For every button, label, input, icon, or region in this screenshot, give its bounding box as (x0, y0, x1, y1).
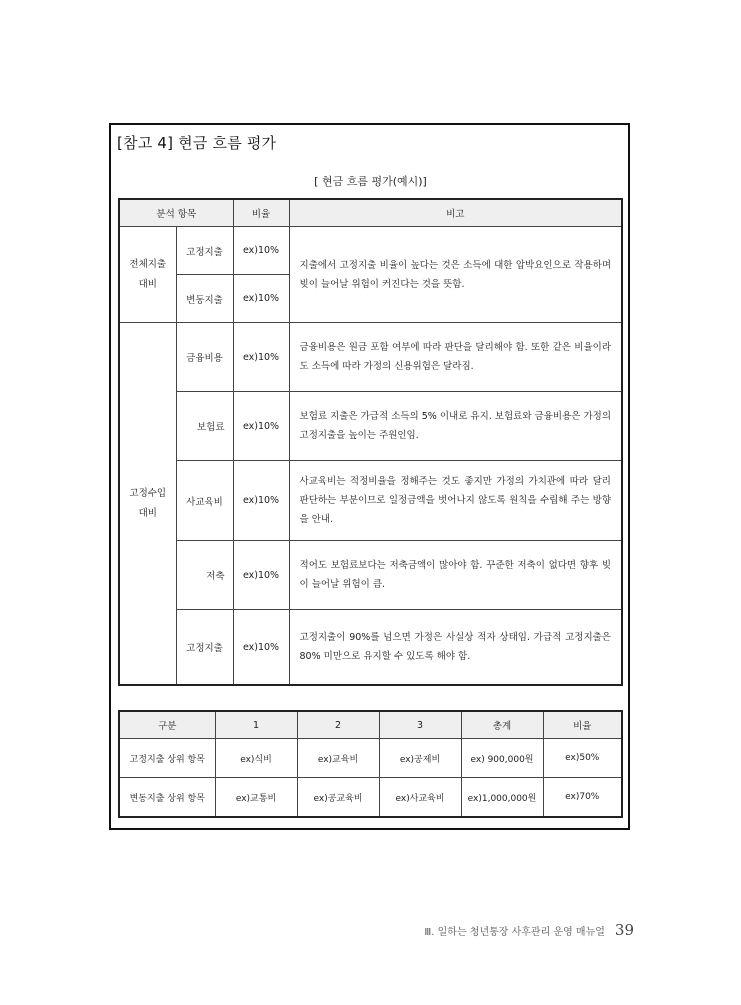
cell: ex)식비 (215, 739, 297, 778)
row-item: 고정지출 (176, 610, 233, 686)
cell: ex)교육비 (297, 739, 379, 778)
row-item: 변동지출 (176, 275, 233, 323)
row-ratio: ex)10% (233, 227, 289, 275)
table-row (119, 323, 622, 392)
header-ratio: 비율 (543, 711, 622, 739)
header-col-3: 3 (379, 711, 461, 739)
row-ratio: ex)10% (233, 275, 289, 323)
row-category: 변동지출 상위 항목 (119, 778, 215, 818)
row-item: 사교육비 (176, 461, 233, 541)
row-note: 지출에서 고정지출 비율이 높다는 것은 소득에 대한 압박요인으로 작용하며 빚이 늘어날 위험이 커진다는 것을 뜻함. (289, 227, 622, 323)
table-row (119, 392, 622, 461)
row-ratio: ex)10% (233, 461, 289, 541)
table-row (119, 227, 622, 275)
row-item: 보험료 (176, 392, 233, 461)
row-note: 고정지출이 90%를 넘으면 가정은 사실상 적자 상태임. 가급적 고정지출은 80% 미만으로 유지할 수 있도록 해야 함. (289, 610, 622, 686)
header-col-1: 1 (215, 711, 297, 739)
row-ratio: ex)10% (233, 392, 289, 461)
cell-ratio: ex)70% (543, 778, 622, 818)
header-category: 구분 (119, 711, 215, 739)
table-subtitle: [ 현금 흐름 평가(예시)] (314, 175, 427, 188)
cell-ratio: ex)50% (543, 739, 622, 778)
table-row (119, 778, 622, 818)
row-ratio: ex)10% (233, 610, 289, 686)
page-footer (424, 921, 634, 939)
header-ratio: 비율 (233, 199, 289, 227)
table-row (119, 739, 622, 778)
table-row (119, 541, 622, 610)
row-item: 금융비용 (176, 323, 233, 392)
row-ratio: ex)10% (233, 323, 289, 392)
page-number: 39 (614, 921, 634, 939)
header-total: 총계 (461, 711, 543, 739)
row-note: 보험료 지출은 가급적 소득의 5% 이내로 유지. 보험료와 금융비용은 가정의 고정지출을 높이는 주원인임. (289, 392, 622, 461)
table-header-row (119, 711, 622, 739)
cell: ex)사교육비 (379, 778, 461, 818)
header-note: 비고 (289, 199, 622, 227)
cell-total: ex) 900,000원 (461, 739, 543, 778)
top-spending-items-table (118, 710, 623, 818)
row-note: 적어도 보험료보다는 저축금액이 많아야 함. 꾸준한 저축이 없다면 향후 빚이 늘어날 위험이 큼. (289, 541, 622, 610)
cell: ex)공교육비 (297, 778, 379, 818)
table-row (119, 610, 622, 686)
row-item: 저축 (176, 541, 233, 610)
section-heading: [참고 4] 현금 흐름 평가 (117, 134, 277, 152)
row-category: 고정지출 상위 항목 (119, 739, 215, 778)
header-analysis-item: 분석 항목 (119, 199, 233, 227)
footer-manual-title: Ⅲ. 일하는 청년통장 사후관리 운영 매뉴얼 (424, 927, 605, 938)
row-item: 고정지출 (176, 227, 233, 275)
row-note: 사교육비는 적정비율을 정해주는 것도 좋지만 가정의 가치관에 따라 달리 판단하는 부분이므로 일정금액을 벗어나지 않도록 원칙을 수립해 주는 방향을 안내. (289, 461, 622, 541)
row-note: 금융비용은 원금 포함 여부에 따라 판단을 달리해야 함. 또한 같은 비율이라도 소득에 따라 가정의 신용위험은 달라짐. (289, 323, 622, 392)
cashflow-evaluation-table (118, 198, 623, 686)
table-header-row (119, 199, 622, 227)
cell-total: ex)1,000,000원 (461, 778, 543, 818)
row-ratio: ex)10% (233, 541, 289, 610)
cell: ex)교통비 (215, 778, 297, 818)
cell: ex)공제비 (379, 739, 461, 778)
group-label-fixed-income: 고정수입 대비 (119, 323, 176, 686)
group-label-total-spending: 전체지출 대비 (119, 227, 176, 323)
header-col-2: 2 (297, 711, 379, 739)
table-row (119, 461, 622, 541)
